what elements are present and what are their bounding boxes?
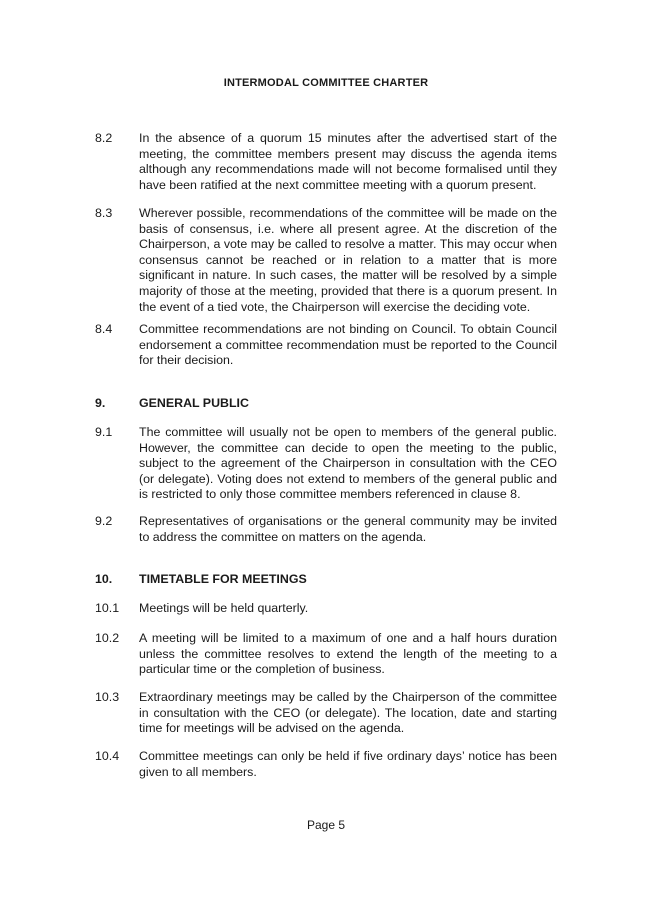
clause-number: 10.4 [95,749,120,763]
clause-8-4 [95,322,557,369]
section-number: 9. [95,396,106,410]
clause-8-2 [95,131,557,193]
clause-10-1 [95,601,557,617]
clause-text: Committee meetings can only be held if five ordinary days’ notice has been given to all members. [139,749,557,779]
clause-number: 10.1 [95,601,120,615]
clause-number: 8.3 [95,206,113,220]
clause-10-2 [95,631,557,678]
clause-text: Meetings will be held quarterly. [139,601,309,615]
clause-8-3 [95,206,557,315]
clause-text: Wherever possible, recommendations of the committee will be made on the basis of consensus, i.e. where all present agree. At the discretion of the Chairperson, a vote may be called to resolve a matter. This may occur when consensus cannot be reached or in relation to a matter that is more significant in nature. In such cases, the matter will be resolved by a simple majority of those at the meeting, provided that there is a quorum present. In the event of a tied vote, the Chairperson will exercise the deciding vote. [139,206,557,314]
section-title: GENERAL PUBLIC [139,396,249,410]
section-number: 10. [95,572,113,586]
clause-text: A meeting will be limited to a maximum of one and a half hours duration unless the committee resolves to extend the length of the meeting to a particular time or the completion of business. [139,631,557,677]
clause-text: Extraordinary meetings may be called by the Chairperson of the committee in consultation with the CEO (or delegate). The location, date and starting time for meetings will be advised on the agenda. [139,690,557,736]
clause-9-2 [95,514,557,545]
clause-text: In the absence of a quorum 15 minutes after the advertised start of the meeting, the committee members present may discuss the agenda items although any recommendations made will not become formalised until they have been ratified at the next committee meeting with a quorum present. [139,131,557,192]
clause-number: 10.2 [95,631,120,645]
clause-text: Committee recommendations are not binding on Council. To obtain Council endorsement a committee recommendation must be reported to the Council for their decision. [139,322,557,368]
clause-10-3 [95,690,557,737]
clause-text: Representatives of organisations or the general community may be invited to address the committee on matters on the agenda. [139,514,557,544]
clause-number: 9.2 [95,514,113,528]
clause-number: 8.2 [95,131,113,145]
clause-number: 9.1 [95,425,113,439]
clause-text: The committee will usually not be open to members of the general public. However, the committee can decide to open the meeting to the public, subject to the agreement of the Chairperson in consultation with the CEO (or delegate). Voting does not extend to members of the general public and is restricted to only those committee members referenced in clause 8. [139,425,557,502]
clause-9-1 [95,425,557,503]
document-header: INTERMODAL COMMITTEE CHARTER [223,77,429,89]
section-title: TIMETABLE FOR MEETINGS [139,572,307,586]
page-number: Page 5 [306,818,346,832]
clause-number: 10.3 [95,690,120,704]
clause-number: 8.4 [95,322,113,336]
clause-10-4 [95,749,557,780]
